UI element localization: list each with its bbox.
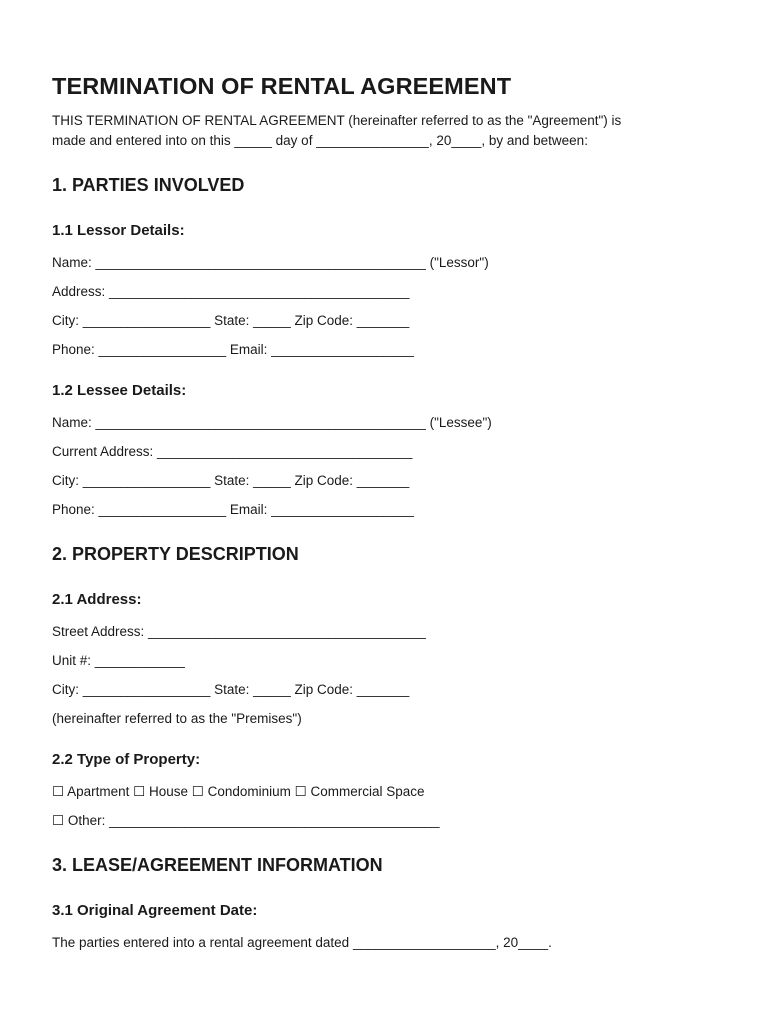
lessor-name-line: Name: ____________________________________________ ("Lessor") — [52, 255, 489, 270]
street-address-line: Street Address: _____________________________________ — [52, 624, 426, 639]
section-1-heading: 1. PARTIES INVOLVED — [52, 175, 245, 195]
lessee-phone-line: Phone: _________________ Email: ___________________ — [52, 502, 414, 517]
section-2-heading: 2. PROPERTY DESCRIPTION — [52, 544, 299, 564]
lessor-address-line: Address: ________________________________________ — [52, 284, 410, 299]
property-city-line: City: _________________ State: _____ Zip Code: _______ — [52, 682, 410, 697]
lessor-heading: 1.1 Lessor Details: — [52, 222, 185, 239]
property-type-options: ☐ Apartment ☐ House ☐ Condominium ☐ Commercial Space — [52, 784, 425, 799]
unit-line: Unit #: ____________ — [52, 653, 185, 668]
original-agreement-text: The parties entered into a rental agreement dated ___________________, 20____. — [52, 935, 552, 950]
intro-line-1: THIS TERMINATION OF RENTAL AGREEMENT (hereinafter referred to as the "Agreement") is — [52, 113, 622, 128]
lessee-heading: 1.2 Lessee Details: — [52, 382, 187, 399]
lessee-city-line: City: _________________ State: _____ Zip Code: _______ — [52, 473, 410, 488]
property-type-heading: 2.2 Type of Property: — [52, 751, 201, 768]
original-agreement-heading: 3.1 Original Agreement Date: — [52, 902, 258, 919]
lessor-phone-line: Phone: _________________ Email: ___________________ — [52, 342, 414, 357]
premises-note: (hereinafter referred to as the "Premises") — [52, 711, 302, 726]
lessor-city-line: City: _________________ State: _____ Zip Code: _______ — [52, 313, 410, 328]
document-title: TERMINATION OF RENTAL AGREEMENT — [52, 73, 512, 99]
section-3-heading: 3. LEASE/AGREEMENT INFORMATION — [52, 855, 383, 875]
property-type-other: ☐ Other: ____________________________________________ — [52, 813, 440, 828]
intro-line-2: made and entered into on this _____ day of _______________, 20____, by and between: — [52, 133, 588, 148]
lessee-address-line: Current Address: __________________________________ — [52, 444, 413, 459]
property-address-heading: 2.1 Address: — [52, 591, 142, 608]
lessee-name-line: Name: ____________________________________________ ("Lessee") — [52, 415, 492, 430]
